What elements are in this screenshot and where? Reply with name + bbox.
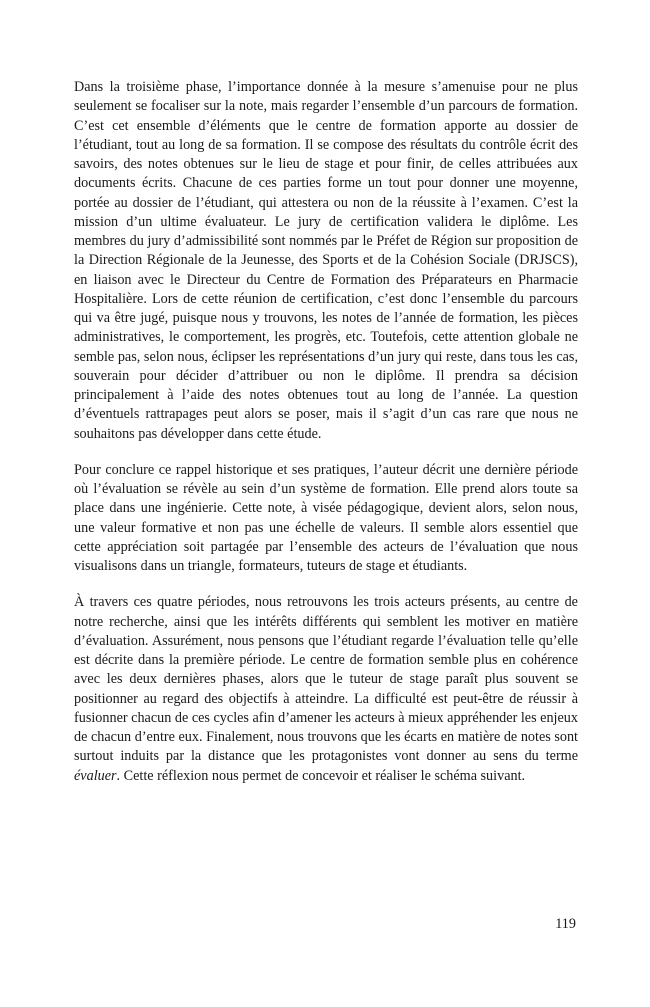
paragraph-third-phase: Dans la troisième phase, l’importance donnée à la mesure s’amenuise pour ne plus seulement se focaliser sur la note, mais regarder l’ensemble d’un parcours de formation. C’est cet ensemble d’éléments que le centre de formation apporte au dossier de l’étudiant, tout au long de sa formation. Il se compose des résultats du contrôle écrit des savoirs, des notes obtenues sur le lieu de stage et pour finir, de celles attribuées aux documents écrits. Chacune de ces parties forme un tout pour donner une moyenne, portée au dossier de l’étudiant, qui attestera ou non de la réussite à l’examen. C’est la mission d’un ultime évaluateur. Le jury de certification validera le diplôme. Les membres du jury d’admissibilité sont nommés par le Préfet de Région sur proposition de la Direction Régionale de la Jeunesse, des Sports et de la Cohésion Sociale (DRJSCS), en liaison avec le Directeur du Centre de Formation des Préparateurs en Pharmacie Hospitalière. Lors de cette réunion de certification, c’est donc l’ensemble du parcours qui va être jugé, puisque nous y trouvons, les notes de l’année de formation, les pièces administratives, le comportement, les progrès, etc. Toutefois, cette attention globale ne semble pas, selon nous, éclipser les représentations d’un jury qui reste, dans tous les cas, souverain pour décider d’attribuer ou non le diplôme. Il prendra sa décision principalement à l’aide des notes obtenues tout au long de l’année. La question d’éventuels rattrapages peut alors se poser, mais il s’agit d’un cas rare que nous ne souhaitons pas développer dans cette étude.: [74, 79, 578, 442]
paragraph-four-periods: [74, 593, 578, 786]
paragraph-conclusion-history: Pour conclure ce rappel historique et ses pratiques, l’auteur décrit une dernière période où l’évaluation se révèle au sein d’un système de formation. Elle prend alors toute sa place dans une ingénierie. Cette note, à visée pédagogique, devient alors, selon nous, une valeur formative et non pas une échelle de valeurs. Il semble alors essentiel que cette appréciation soit partagée par l’ensemble des acteurs de l’évaluation que nous visualisons dans un triangle, formateurs, tuteurs de stage et étudiants.: [74, 461, 578, 574]
paragraph-four-periods-ending: . Cette réflexion nous permet de concevoir et réaliser le schéma suivant.: [116, 767, 526, 784]
italic-term-evaluer: évaluer: [74, 767, 117, 784]
page-number: 119: [555, 916, 576, 932]
page-body: [74, 78, 578, 786]
paragraph-four-periods-text: À travers ces quatre périodes, nous retrouvons les trois acteurs présents, au centre de notre recherche, ainsi que les intérêts différents qui semblent les motiver en matière d’évaluation. Assurément, nous pensons que l’étudiant regarde l’évaluation telle qu’elle est décrite dans la première période. Le centre de formation semble plus en cohérence avec les deux dernières phases, alors que le tuteur de stage paraît plus souvent se positionner au regard des objectifs à atteindre. La difficulté est peut-être de réussir à fusionner chacun de ces cycles afin d’amener les acteurs à mieux appréhender les enjeux de chacun d’entre eux. Finalement, nous trouvons que les écarts en matière de notes sont surtout induits par la distance que les protagonistes vont donner au sens du terme: [74, 594, 578, 765]
